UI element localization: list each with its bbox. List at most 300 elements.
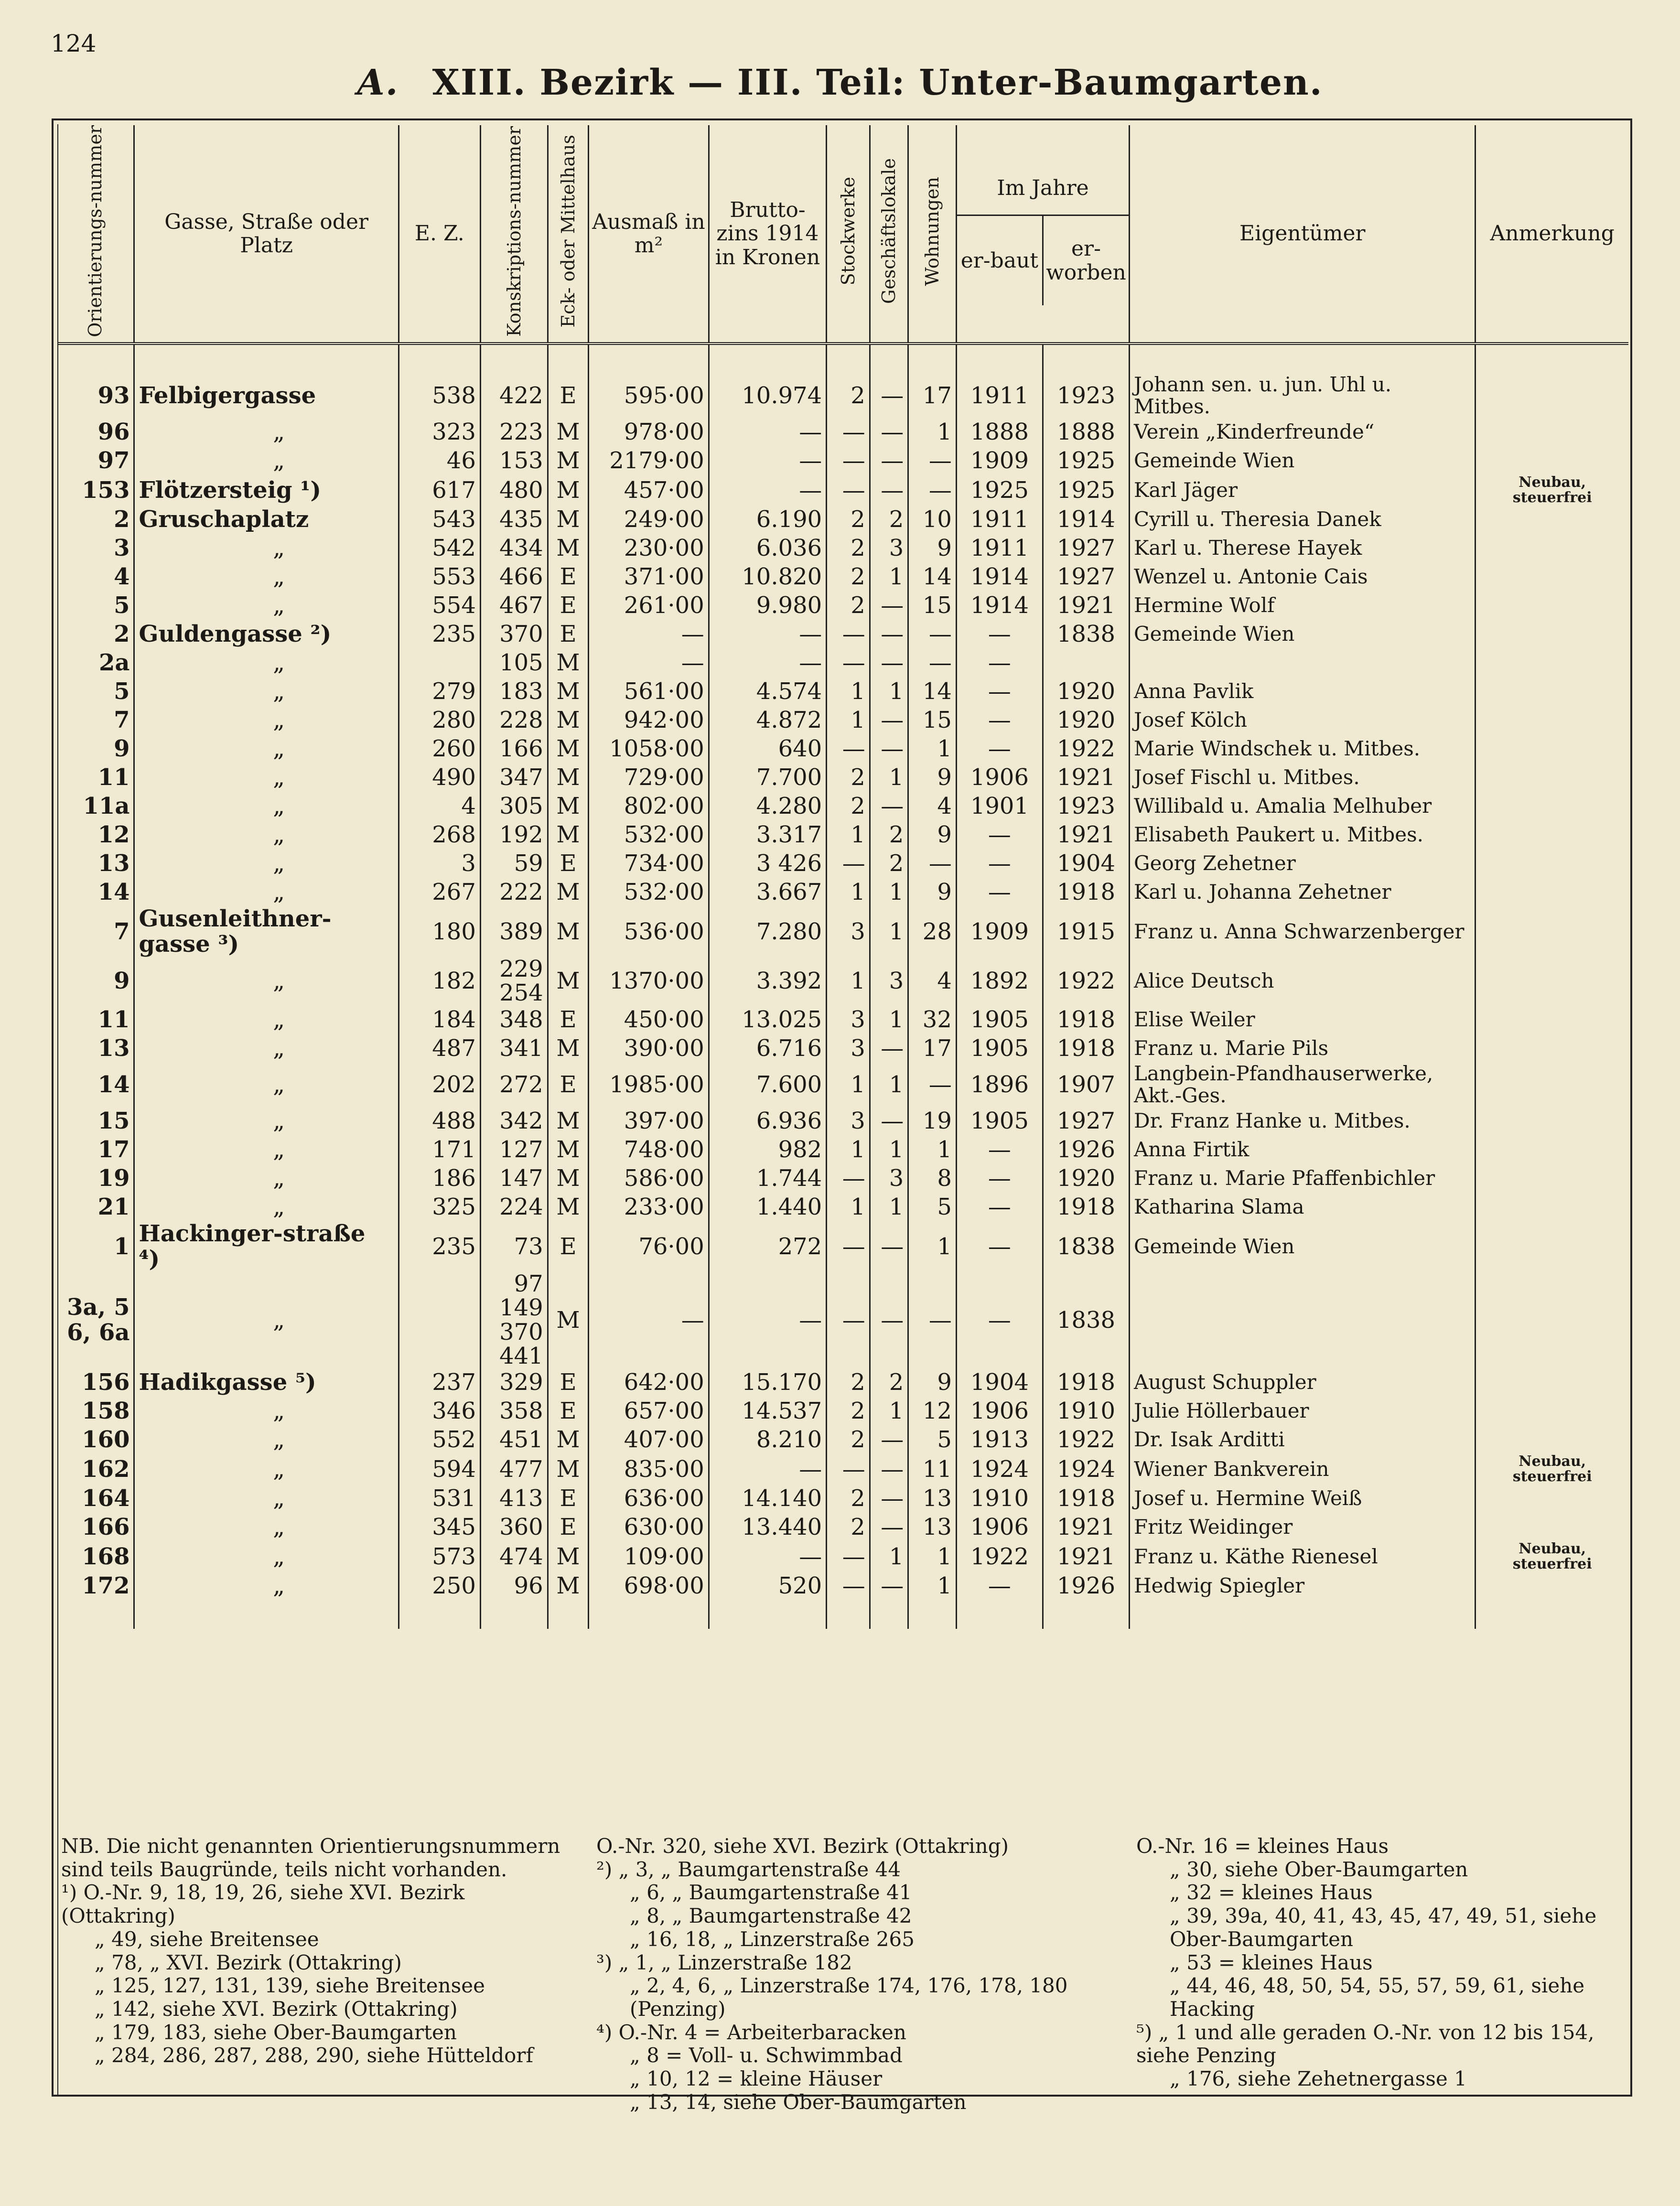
table-row	[57, 475, 1628, 505]
note-cell	[1475, 1034, 1628, 1063]
ez-cell: 235	[398, 1221, 480, 1272]
footnote-line: „ 16, 18, „ Linzerstraße 265	[630, 1927, 915, 1951]
erbaut-cell: —	[956, 706, 1043, 734]
street-cell: „	[134, 706, 398, 734]
wohnungen-cell: 5	[908, 1425, 957, 1454]
ausmass-cell: 1985·00	[589, 1063, 709, 1107]
ez-cell: 186	[398, 1164, 480, 1193]
ez-cell: 490	[398, 763, 480, 792]
note-cell	[1475, 1221, 1628, 1272]
table-row	[57, 820, 1628, 849]
geschaeft-cell: 3	[870, 534, 908, 562]
footnotes-col3	[1136, 1835, 1624, 2091]
erbaut-cell: 1913	[956, 1425, 1043, 1454]
eck-cell: M	[548, 648, 589, 677]
street-cell: „	[134, 562, 398, 591]
erworben-cell: 1838	[1043, 620, 1129, 648]
street-cell: „	[134, 648, 398, 677]
ez-cell: 531	[398, 1484, 480, 1513]
geschaeft-cell: 1	[870, 1397, 908, 1425]
ausmass-cell: 748·00	[589, 1135, 709, 1164]
ez-cell: 538	[398, 374, 480, 418]
street-cell: Hadikgasse ⁵)	[134, 1368, 398, 1397]
owner-cell: Franz u. Marie Pfaffenbichler	[1130, 1164, 1475, 1193]
street-cell: „	[134, 1164, 398, 1193]
geschaeft-cell: —	[870, 706, 908, 734]
ausmass-cell: 457·00	[589, 475, 709, 505]
stock-cell: —	[827, 418, 870, 446]
erworben-cell: 1910	[1043, 1397, 1129, 1425]
konskr-cell: 434	[480, 534, 548, 562]
table-row	[57, 1107, 1628, 1135]
owner-cell: Josef u. Hermine Weiß	[1130, 1484, 1475, 1513]
table-row	[57, 1034, 1628, 1063]
note-cell	[1475, 620, 1628, 648]
footnote-line: „ 2, 4, 6, „ Linzerstraße 174, 176, 178, 180 (Penzing)	[630, 1974, 1068, 2021]
table-row	[57, 418, 1628, 446]
street-cell: Hackinger-straße ⁴)	[134, 1221, 398, 1272]
ez-cell: 554	[398, 591, 480, 620]
brutto-cell: 7.700	[709, 763, 826, 792]
ausmass-cell: 390·00	[589, 1034, 709, 1063]
wohnungen-cell: 13	[908, 1484, 957, 1513]
wohnungen-cell: —	[908, 648, 957, 677]
table-row	[57, 1221, 1628, 1272]
table-row	[57, 591, 1628, 620]
brutto-cell: 4.280	[709, 792, 826, 820]
erbaut-cell: 1914	[956, 562, 1043, 591]
stock-cell: —	[827, 1541, 870, 1571]
orient-cell: 17	[97, 1136, 130, 1163]
ez-cell: 345	[398, 1513, 480, 1541]
konskr-cell: 435	[480, 505, 548, 534]
footnote-line: ¹) O.-Nr. 9, 18, 19, 26, siehe XVI. Bezirk (Ottakring)	[61, 1881, 465, 1928]
erworben-cell: 1922	[1043, 1425, 1129, 1454]
owner-cell: Marie Windschek u. Mitbes.	[1130, 734, 1475, 763]
ausmass-cell: 698·00	[589, 1571, 709, 1600]
orient-cell: 93	[97, 382, 130, 409]
orient-cell: 9	[114, 735, 130, 763]
brutto-cell: 6.716	[709, 1034, 826, 1063]
header-wohnungen: Wohnungen	[908, 125, 957, 344]
owner-cell: Karl u. Johanna Zehetner	[1130, 878, 1475, 906]
geschaeft-cell: 1	[870, 562, 908, 591]
erworben-cell: 1921	[1043, 1513, 1129, 1541]
ausmass-cell: 802·00	[589, 792, 709, 820]
table-row	[57, 706, 1628, 734]
owner-cell: Fritz Weidinger	[1130, 1513, 1475, 1541]
orient-cell: 97	[97, 447, 130, 474]
eck-cell: M	[548, 906, 589, 957]
table-row	[57, 1272, 1628, 1368]
note-cell	[1475, 1107, 1628, 1135]
note-cell	[1475, 906, 1628, 957]
table-row	[57, 763, 1628, 792]
ausmass-cell: 536·00	[589, 906, 709, 957]
ez-cell	[398, 648, 480, 677]
erbaut-cell: —	[956, 734, 1043, 763]
orient-cell: 166	[82, 1514, 130, 1541]
orient-cell: 14	[97, 1071, 130, 1098]
footnote-line: O.-Nr. 16 = kleines Haus	[1136, 1834, 1389, 1858]
stock-cell: —	[827, 446, 870, 475]
ausmass-cell: 230·00	[589, 534, 709, 562]
footnote-line: ⁴) O.-Nr. 4 = Arbeiterbaracken	[596, 2020, 906, 2044]
ausmass-cell: 371·00	[589, 562, 709, 591]
eck-cell: E	[548, 1368, 589, 1397]
stock-cell: —	[827, 1272, 870, 1368]
erworben-cell: 1838	[1043, 1272, 1129, 1368]
header-im-jahre	[956, 125, 1129, 344]
konskr-cell: 228	[480, 706, 548, 734]
ez-cell: 617	[398, 475, 480, 505]
owner-cell: Verein „Kinderfreunde“	[1130, 418, 1475, 446]
street-cell: „	[134, 1454, 398, 1484]
wohnungen-cell: 32	[908, 1005, 957, 1034]
erbaut-cell: 1911	[956, 534, 1043, 562]
ez-cell: 552	[398, 1425, 480, 1454]
brutto-cell: —	[709, 648, 826, 677]
ausmass-cell: 397·00	[589, 1107, 709, 1135]
footnote-line: ³) „ 1, „ Linzerstraße 182	[596, 1950, 852, 1974]
wohnungen-cell: 19	[908, 1107, 957, 1135]
erworben-cell: 1888	[1043, 418, 1129, 446]
brutto-cell: 9.980	[709, 591, 826, 620]
footnotes-col2	[596, 1835, 1122, 2114]
spacer-row	[57, 1600, 1628, 1629]
eck-cell: M	[548, 1571, 589, 1600]
orient-cell: 2	[114, 506, 130, 533]
street-cell: Flötzersteig ¹)	[134, 475, 398, 505]
eck-cell: M	[548, 957, 589, 1005]
erbaut-cell: 1901	[956, 792, 1043, 820]
street-cell: „	[134, 677, 398, 706]
eck-cell: E	[548, 1513, 589, 1541]
street-cell: „	[134, 1397, 398, 1425]
table-row	[57, 534, 1628, 562]
table-row	[57, 1513, 1628, 1541]
erbaut-cell: 1910	[956, 1484, 1043, 1513]
konskr-cell: 105	[480, 648, 548, 677]
geschaeft-cell: 1	[870, 878, 908, 906]
stock-cell: 2	[827, 1484, 870, 1513]
brutto-cell: 15.170	[709, 1368, 826, 1397]
orient-cell: 158	[82, 1398, 130, 1425]
wohnungen-cell: 4	[908, 792, 957, 820]
owner-cell: Elisabeth Paukert u. Mitbes.	[1130, 820, 1475, 849]
orient-cell: 9	[114, 968, 130, 995]
street-cell: Guldengasse ²)	[134, 620, 398, 648]
eck-cell: M	[548, 418, 589, 446]
note-cell	[1475, 1425, 1628, 1454]
street-cell: „	[134, 591, 398, 620]
wohnungen-cell: —	[908, 849, 957, 878]
ausmass-cell: 76·00	[589, 1221, 709, 1272]
orient-cell: 168	[82, 1543, 130, 1570]
geschaeft-cell: —	[870, 1484, 908, 1513]
erworben-cell: 1922	[1043, 957, 1129, 1005]
ez-cell: 542	[398, 534, 480, 562]
ausmass-cell: 636·00	[589, 1484, 709, 1513]
note-cell	[1475, 1513, 1628, 1541]
orient-cell: 11	[97, 1006, 130, 1033]
brutto-cell: 14.140	[709, 1484, 826, 1513]
erworben-cell: 1921	[1043, 1541, 1129, 1571]
ausmass-cell: 657·00	[589, 1397, 709, 1425]
note-cell	[1475, 763, 1628, 792]
wohnungen-cell: 5	[908, 1193, 957, 1221]
ausmass-cell: 532·00	[589, 878, 709, 906]
eck-cell: M	[548, 792, 589, 820]
street-cell: „	[134, 418, 398, 446]
stock-cell: —	[827, 1454, 870, 1484]
erbaut-cell: —	[956, 1135, 1043, 1164]
wohnungen-cell: —	[908, 1063, 957, 1107]
brutto-cell: —	[709, 418, 826, 446]
stock-cell: 3	[827, 906, 870, 957]
table-row	[57, 1571, 1628, 1600]
stock-cell: —	[827, 734, 870, 763]
ausmass-cell: 2179·00	[589, 446, 709, 475]
orient-cell: 96	[97, 419, 130, 446]
note-cell	[1475, 1005, 1628, 1034]
erbaut-cell: —	[956, 1193, 1043, 1221]
erbaut-cell: 1906	[956, 1513, 1043, 1541]
geschaeft-cell: 2	[870, 1368, 908, 1397]
note-cell	[1475, 820, 1628, 849]
geschaeft-cell: 3	[870, 1164, 908, 1193]
ez-cell: 4	[398, 792, 480, 820]
street-cell: „	[134, 1107, 398, 1135]
brutto-cell: —	[709, 1454, 826, 1484]
erbaut-cell: —	[956, 878, 1043, 906]
orient-cell: 162	[82, 1455, 130, 1483]
geschaeft-cell: —	[870, 620, 908, 648]
wohnungen-cell: 28	[908, 906, 957, 957]
ausmass-cell: 734·00	[589, 849, 709, 878]
erworben-cell: 1918	[1043, 1368, 1129, 1397]
konskr-cell: 223	[480, 418, 548, 446]
header-anmerkung: Anmerkung	[1475, 125, 1628, 344]
ez-cell: 553	[398, 562, 480, 591]
wohnungen-cell: 11	[908, 1454, 957, 1484]
stock-cell: 1	[827, 1063, 870, 1107]
note-cell	[1475, 591, 1628, 620]
konskr-cell: 305	[480, 792, 548, 820]
header-stock: Stockwerke	[827, 125, 870, 344]
eck-cell: E	[548, 1397, 589, 1425]
ausmass-cell: 729·00	[589, 763, 709, 792]
konskr-cell: 348	[480, 1005, 548, 1034]
table-row	[57, 906, 1628, 957]
konskr-cell: 413	[480, 1484, 548, 1513]
brutto-cell: 10.820	[709, 562, 826, 591]
brutto-cell: 3.667	[709, 878, 826, 906]
geschaeft-cell: 1	[870, 1063, 908, 1107]
header-eigentuemer: Eigentümer	[1130, 125, 1475, 344]
erworben-cell: 1914	[1043, 505, 1129, 534]
geschaeft-cell: —	[870, 1571, 908, 1600]
note-cell	[1475, 706, 1628, 734]
table-row	[57, 648, 1628, 677]
erworben-cell: 1926	[1043, 1135, 1129, 1164]
wohnungen-cell: —	[908, 620, 957, 648]
footnote-line: „ 10, 12 = kleine Häuser	[630, 2067, 883, 2091]
footnote-line: „ 6, „ Baumgartenstraße 41	[630, 1881, 912, 1905]
table-row	[57, 849, 1628, 878]
street-cell: „	[134, 1513, 398, 1541]
orient-cell: 3	[114, 535, 130, 562]
ez-cell	[398, 1272, 480, 1368]
street-cell: „	[134, 1135, 398, 1164]
stock-cell: —	[827, 1164, 870, 1193]
note-cell	[1475, 792, 1628, 820]
stock-cell: —	[827, 1571, 870, 1600]
erbaut-cell: 1911	[956, 374, 1043, 418]
geschaeft-cell: —	[870, 446, 908, 475]
konskr-cell: 370	[480, 620, 548, 648]
wohnungen-cell: 14	[908, 677, 957, 706]
owner-cell: Alice Deutsch	[1130, 957, 1475, 1005]
stock-cell: 2	[827, 763, 870, 792]
erworben-cell: 1920	[1043, 706, 1129, 734]
table-row	[57, 677, 1628, 706]
erbaut-cell: 1888	[956, 418, 1043, 446]
erworben-cell: 1925	[1043, 446, 1129, 475]
note-cell	[1475, 1484, 1628, 1513]
geschaeft-cell: 3	[870, 957, 908, 1005]
footnote-line: „ 53 = kleines Haus	[1170, 1950, 1373, 1974]
erbaut-cell: —	[956, 1164, 1043, 1193]
header-orient: Orientierungs-nummer	[57, 125, 134, 344]
konskr-cell: 127	[480, 1135, 548, 1164]
ez-cell: 325	[398, 1193, 480, 1221]
orient-cell: 5	[114, 592, 130, 619]
header-brutto: Brutto-zins 1914 in Kronen	[709, 125, 826, 344]
ez-cell: 260	[398, 734, 480, 763]
geschaeft-cell: —	[870, 591, 908, 620]
ez-cell: 235	[398, 620, 480, 648]
table-row	[57, 878, 1628, 906]
table-row	[57, 1193, 1628, 1221]
konskr-cell: 341	[480, 1034, 548, 1063]
erbaut-cell: —	[956, 1221, 1043, 1272]
eck-cell: M	[548, 734, 589, 763]
ausmass-cell: —	[589, 1272, 709, 1368]
header-gasse: Gasse, Straße oder Platz	[134, 125, 398, 344]
eck-cell: M	[548, 1454, 589, 1484]
header-geschaeft: Geschäftslokale	[870, 125, 908, 344]
geschaeft-cell: —	[870, 1454, 908, 1484]
stock-cell: —	[827, 849, 870, 878]
note-cell	[1475, 878, 1628, 906]
ez-cell: 237	[398, 1368, 480, 1397]
ez-cell: 594	[398, 1454, 480, 1484]
ausmass-cell: —	[589, 648, 709, 677]
konskr-cell: 358	[480, 1397, 548, 1425]
street-cell: „	[134, 734, 398, 763]
wohnungen-cell: 17	[908, 1034, 957, 1063]
note-cell	[1475, 648, 1628, 677]
wohnungen-cell: 9	[908, 878, 957, 906]
ez-cell: 180	[398, 906, 480, 957]
eck-cell: M	[548, 1135, 589, 1164]
owner-cell: Josef Kölch	[1130, 706, 1475, 734]
brutto-cell: 4.872	[709, 706, 826, 734]
brutto-cell: 7.600	[709, 1063, 826, 1107]
geschaeft-cell: —	[870, 648, 908, 677]
konskr-cell: 183	[480, 677, 548, 706]
ez-cell: 184	[398, 1005, 480, 1034]
erworben-cell: 1923	[1043, 792, 1129, 820]
brutto-cell: 13.025	[709, 1005, 826, 1034]
stock-cell: —	[827, 1221, 870, 1272]
eck-cell: M	[548, 505, 589, 534]
note-cell	[1475, 505, 1628, 534]
konskr-cell: 389	[480, 906, 548, 957]
owner-cell: Hedwig Spiegler	[1130, 1571, 1475, 1600]
geschaeft-cell: —	[870, 1513, 908, 1541]
footnote-line: „ 142, siehe XVI. Bezirk (Ottakring)	[95, 1997, 458, 2021]
geschaeft-cell: 1	[870, 1193, 908, 1221]
stock-cell: 1	[827, 957, 870, 1005]
table-row	[57, 446, 1628, 475]
brutto-cell: —	[709, 620, 826, 648]
owner-cell: Dr. Franz Hanke u. Mitbes.	[1130, 1107, 1475, 1135]
brutto-cell: 13.440	[709, 1513, 826, 1541]
erworben-cell: 1915	[1043, 906, 1129, 957]
eck-cell: E	[548, 620, 589, 648]
stock-cell: 1	[827, 878, 870, 906]
wohnungen-cell: 9	[908, 820, 957, 849]
geschaeft-cell: —	[870, 1221, 908, 1272]
street-cell: „	[134, 1193, 398, 1221]
eck-cell: M	[548, 1164, 589, 1193]
brutto-cell: 10.974	[709, 374, 826, 418]
street-cell: „	[134, 792, 398, 820]
wohnungen-cell: 4	[908, 957, 957, 1005]
table-row	[57, 957, 1628, 1005]
table-row	[57, 505, 1628, 534]
erbaut-cell: 1925	[956, 475, 1043, 505]
geschaeft-cell: —	[870, 734, 908, 763]
erbaut-cell: 1914	[956, 591, 1043, 620]
eck-cell: M	[548, 446, 589, 475]
street-cell: „	[134, 1063, 398, 1107]
erbaut-cell: 1896	[956, 1063, 1043, 1107]
eck-cell: E	[548, 1005, 589, 1034]
footnote-line: „ 30, siehe Ober-Baumgarten	[1170, 1857, 1468, 1881]
konskr-cell: 422	[480, 374, 548, 418]
note-cell	[1475, 1272, 1628, 1368]
erbaut-cell: 1905	[956, 1034, 1043, 1063]
orient-cell: 2	[114, 621, 130, 648]
footnote-line: „ 8 = Voll- u. Schwimmbad	[630, 2044, 903, 2067]
erbaut-cell: 1905	[956, 1005, 1043, 1034]
konskr-cell: 147	[480, 1164, 548, 1193]
brutto-cell: —	[709, 475, 826, 505]
erbaut-cell: —	[956, 1571, 1043, 1600]
konskr-cell: 451	[480, 1425, 548, 1454]
erworben-cell: 1918	[1043, 1034, 1129, 1063]
street-cell: „	[134, 446, 398, 475]
street-cell: „	[134, 1034, 398, 1063]
brutto-cell: 1.744	[709, 1164, 826, 1193]
owner-cell: Langbein-Pfandhauserwerke, Akt.-Ges.	[1130, 1063, 1475, 1107]
erbaut-cell: —	[956, 677, 1043, 706]
stock-cell: 1	[827, 1193, 870, 1221]
wohnungen-cell: 1	[908, 418, 957, 446]
